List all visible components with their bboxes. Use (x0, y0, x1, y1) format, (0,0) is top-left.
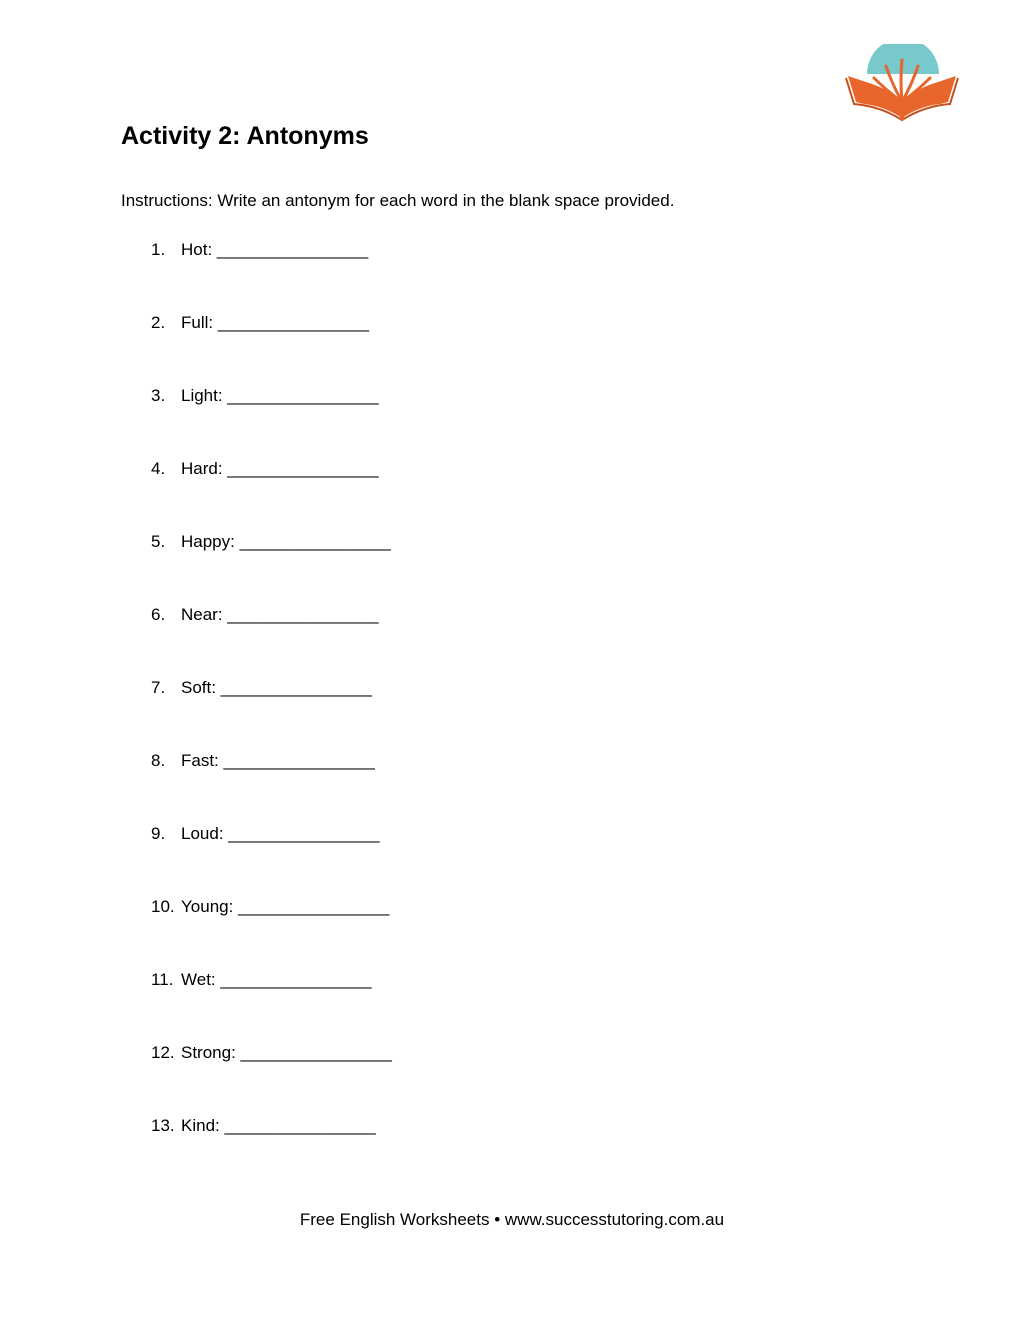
question-text: Strong: ________________ (181, 1043, 392, 1062)
question-item (151, 239, 368, 261)
question-item (151, 604, 379, 626)
question-text: Hot: ________________ (181, 240, 369, 259)
question-number: 5. (151, 532, 166, 551)
question-text: Young: ________________ (181, 897, 390, 916)
question-text: Happy: ________________ (181, 532, 391, 551)
question-number: 9. (151, 824, 166, 843)
question-item (151, 385, 379, 407)
open-book-logo-icon (844, 44, 960, 122)
question-item (151, 458, 379, 480)
question-number: 8. (151, 751, 166, 770)
question-item (151, 1115, 376, 1137)
question-text: Loud: ________________ (181, 824, 380, 843)
question-item (151, 896, 389, 918)
question-number: 6. (151, 605, 166, 624)
question-number: 13. (151, 1116, 175, 1135)
question-item (151, 1042, 392, 1064)
question-number: 10. (151, 897, 175, 916)
question-text: Soft: ________________ (181, 678, 372, 697)
question-text: Full: ________________ (181, 313, 370, 332)
question-text: Wet: ________________ (181, 970, 372, 989)
page-footer: Free English Worksheets • www.successtutoring.com.au (299, 1210, 725, 1229)
question-text: Kind: ________________ (181, 1116, 376, 1135)
question-text: Light: ________________ (181, 386, 379, 405)
question-text: Fast: ________________ (181, 751, 375, 770)
question-item (151, 531, 391, 553)
question-text: Near: ________________ (181, 605, 379, 624)
question-number: 7. (151, 678, 166, 697)
question-number: 11. (151, 970, 174, 989)
question-text: Hard: ________________ (181, 459, 379, 478)
question-number: 12. (151, 1043, 175, 1062)
question-number: 2. (151, 313, 166, 332)
instructions-text: Instructions: Write an antonym for each word in the blank space provided. (121, 191, 675, 210)
question-item (151, 823, 380, 845)
question-number: 1. (151, 240, 166, 259)
question-number: 4. (151, 459, 166, 478)
question-item (151, 969, 372, 991)
question-number: 3. (151, 386, 166, 405)
question-item (151, 312, 369, 334)
question-item (151, 750, 375, 772)
question-item (151, 677, 372, 699)
page-title: Activity 2: Antonyms (121, 122, 369, 150)
